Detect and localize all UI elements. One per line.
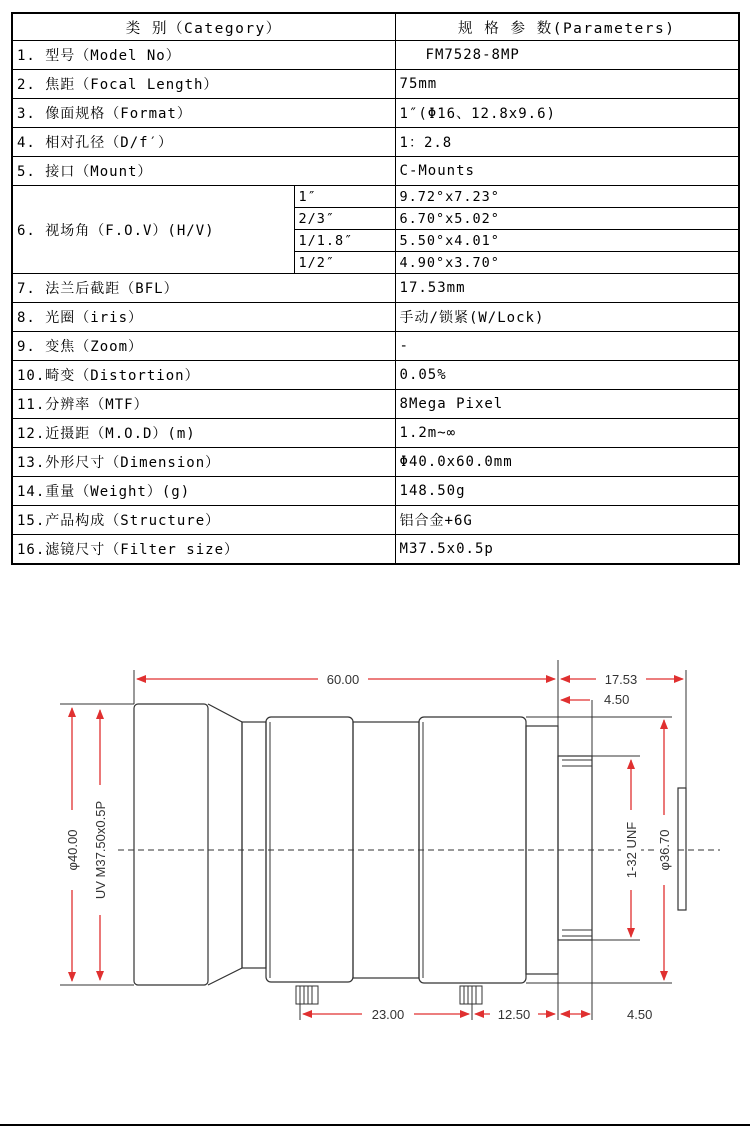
table-row	[12, 303, 739, 332]
table-row	[12, 506, 739, 535]
dim-rear-diameter: φ36.70	[657, 829, 672, 871]
screw-right	[460, 986, 482, 1004]
table-row	[12, 41, 739, 70]
dim-length: 60.00	[326, 672, 360, 687]
row-value: M37.5x0.5p	[395, 535, 739, 565]
dimension-lines	[72, 679, 683, 1014]
table-row-fov	[12, 186, 739, 208]
row-value: 铝合金+6G	[395, 506, 739, 535]
dim-bfl: 17.53	[604, 672, 638, 687]
row-label: 16.滤镜尺寸（Filter size）	[12, 535, 395, 565]
fov-value: 4.90°x3.70°	[395, 252, 739, 274]
fov-value: 5.50°x4.01°	[395, 230, 739, 252]
row-label: 12.近摄距（M.O.D）(m)	[12, 419, 395, 448]
table-row	[12, 419, 739, 448]
row-label: 8. 光圈（iris）	[12, 303, 395, 332]
fov-value: 6.70°x5.02°	[395, 208, 739, 230]
header-parameters: 规 格 参 数(Parameters)	[395, 13, 739, 41]
lens-dimension-drawing	[0, 560, 750, 1100]
table-row	[12, 274, 739, 303]
row-value: 手动/锁紧(W/Lock)	[395, 303, 739, 332]
row-label: 1. 型号（Model No）	[12, 41, 395, 70]
row-label: 4. 相对孔径（D/f′）	[12, 128, 395, 157]
fov-value: 9.72°x7.23°	[395, 186, 739, 208]
row-value: 1：2.8	[395, 128, 739, 157]
spec-table	[11, 12, 740, 565]
table-row	[12, 157, 739, 186]
row-value: 1.2m~∞	[395, 419, 739, 448]
fov-format: 2/3″	[294, 208, 395, 230]
row-value: 0.05%	[395, 361, 739, 390]
extension-lines	[60, 660, 686, 1020]
table-row	[12, 128, 739, 157]
dim-mount-thread: 1-32 UNF	[624, 821, 639, 879]
table-row	[12, 448, 739, 477]
row-label: 10.畸变（Distortion）	[12, 361, 395, 390]
row-value: C-Mounts	[395, 157, 739, 186]
row-label: 7. 法兰后截距（BFL）	[12, 274, 395, 303]
row-value: -	[395, 332, 739, 361]
row-label: 15.产品构成（Structure）	[12, 506, 395, 535]
table-row	[12, 390, 739, 419]
row-value: Φ40.0x60.0mm	[395, 448, 739, 477]
row-value: FM7528-8MP	[395, 41, 739, 70]
row-value: 17.53mm	[395, 274, 739, 303]
dim-screw-to-flange: 12.50	[497, 1007, 531, 1022]
row-label: 13.外形尺寸（Dimension）	[12, 448, 395, 477]
fov-format: 1/2″	[294, 252, 395, 274]
bottom-divider	[0, 1124, 750, 1126]
dim-flange-bottom: 4.50	[627, 1007, 653, 1022]
row-label: 5. 接口（Mount）	[12, 157, 395, 186]
lens-outline	[134, 704, 686, 985]
dim-flange-small: 4.50	[604, 692, 630, 707]
row-label: 9. 变焦（Zoom）	[12, 332, 395, 361]
table-row	[12, 361, 739, 390]
table-row	[12, 70, 739, 99]
row-value: 75mm	[395, 70, 739, 99]
table-row	[12, 99, 739, 128]
dim-outer-diameter: φ40.00	[65, 829, 80, 871]
row-value: 148.50g	[395, 477, 739, 506]
table-row	[12, 477, 739, 506]
row-value: 1″(Φ16、12.8x9.6)	[395, 99, 739, 128]
row-label: 2. 焦距（Focal Length）	[12, 70, 395, 99]
header-category: 类 别（Category）	[12, 13, 395, 41]
row-value: 8Mega Pixel	[395, 390, 739, 419]
table-header-row	[12, 13, 739, 41]
fov-format: 1″	[294, 186, 395, 208]
dim-screw-spacing: 23.00	[371, 1007, 405, 1022]
row-label: 6. 视场角（F.O.V）(H/V)	[12, 186, 294, 274]
screw-left	[296, 986, 318, 1004]
table-row	[12, 332, 739, 361]
row-label: 14.重量（Weight）(g)	[12, 477, 395, 506]
fov-format: 1/1.8″	[294, 230, 395, 252]
row-label: 3. 像面规格（Format）	[12, 99, 395, 128]
row-label: 11.分辨率（MTF）	[12, 390, 395, 419]
dim-filter-thread: UV M37.50x0.5P	[93, 800, 108, 900]
